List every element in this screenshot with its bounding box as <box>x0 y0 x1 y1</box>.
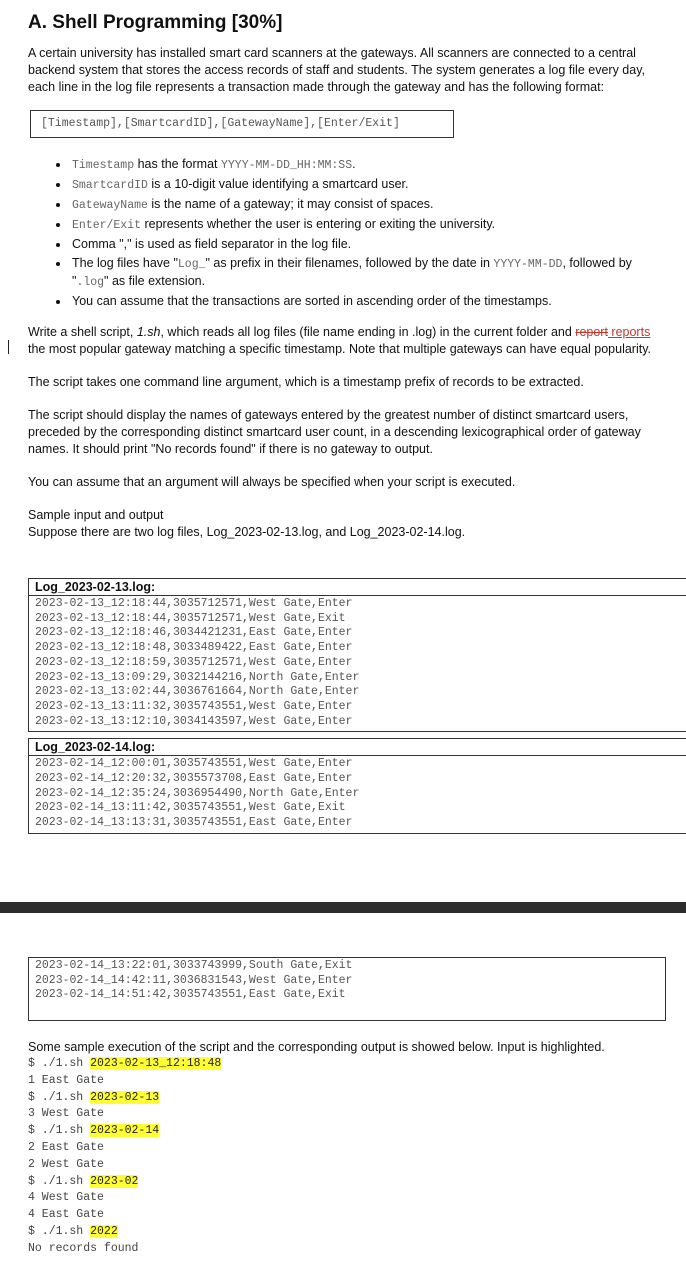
change-bar <box>8 340 9 354</box>
output-5: No records found <box>28 1241 139 1255</box>
format-bullet-list <box>28 156 666 310</box>
log-1-lines: 2023-02-13_12:18:44,3035712571,West Gate,Enter 2023-02-13_12:18:44,3035712571,West Gate,Exit 2023-02-13_12:18:46,3034421231,East Gate,Enter 2023-02-13_12:18:48,3033489422,East Gate,Enter 2023-02-13_12:18:59,3035712571,West Gate,Enter 2023-02-13_13:09:29,3032144216,North Gate,Enter 2023-02-13_13:02:44,3036761664,North Gate,Enter 2023-02-13_13:11:32,3035743551,West Gate,Enter 2023-02-13_13:12:10,3034143597,West Gate,Enter <box>29 596 686 732</box>
deleted-text: report <box>575 325 608 339</box>
output-4b: 4 East Gate <box>28 1208 104 1222</box>
log-1-title: Log_2023-02-13.log: <box>29 579 686 596</box>
page-divider <box>0 902 686 913</box>
input-1: 2023-02-13_12:18:48 <box>90 1057 222 1070</box>
task-paragraph: Write a shell script, 1.sh, which reads all log files (file name ending in .log) in the current folder and report reports the most popular gateway matching a specific timestamp. Note that multiple gateways can have equal popularity. <box>28 325 652 356</box>
assumption-paragraph: You can assume that an argument will always be specified when your script is executed. <box>28 475 516 489</box>
log-2-title: Log_2023-02-14.log: <box>29 739 686 756</box>
execution-transcript: $ ./1.sh 2023-02-13_12:18:48 1 East Gate $ ./1.sh 2023-02-13 3 West Gate $ ./1.sh 2023-02-14 2 East Gate 2 West Gate $ ./1.sh 2023-02 4 West Gate 4 East Gate $ ./1.sh 2022 No records found <box>28 1057 222 1255</box>
log-2-continuation: 2023-02-14_13:22:01,3033743999,South Gate,Exit 2023-02-14_14:42:11,3036831543,West Gate,Enter 2023-02-14_14:51:42,3035743551,East Gate,Exit <box>28 957 666 1021</box>
output-2: 3 West Gate <box>28 1107 104 1121</box>
input-4: 2023-02 <box>90 1174 139 1188</box>
format-box: [Timestamp],[SmartcardID],[GatewayName],[Enter/Exit] <box>30 110 454 138</box>
output-3a: 2 East Gate <box>28 1140 104 1154</box>
output-3b: 2 West Gate <box>28 1157 104 1171</box>
bullet-comma: • Comma "," is used as field separator in the log file. <box>70 236 666 253</box>
log-table-2 <box>28 738 686 834</box>
intro-paragraph: A certain university has installed smart card scanners at the gateways. All scanners are connected to a central backend system that stores the access records of staff and students. The system generates a log file every day, each line in the log file represents a transaction made through the gateway and has the following format: <box>28 46 645 94</box>
bullet-timestamp: • Timestamp has the format YYYY-MM-DD_HH:MM:SS. <box>70 156 666 174</box>
output-1: 1 East Gate <box>28 1073 104 1087</box>
input-5: 2022 <box>90 1224 118 1238</box>
argument-paragraph: The script takes one command line argument, which is a timestamp prefix of records to be extracted. <box>28 375 584 389</box>
log-table-1 <box>28 578 686 732</box>
bullet-sorted: • You can assume that the transactions are sorted in ascending order of the timestamps. <box>70 293 666 310</box>
sample-execution <box>28 1039 668 1258</box>
bullet-gatewayname: • GatewayName is the name of a gateway; it may consist of spaces. <box>70 196 666 214</box>
input-3: 2023-02-14 <box>90 1124 160 1138</box>
script-name: 1.sh <box>136 325 161 339</box>
output-4a: 4 West Gate <box>28 1191 104 1205</box>
display-paragraph: The script should display the names of gateways entered by the greatest number of distinct smartcard users, preceded by the corresponding distinct smartcard user count, in a descending lexicographical order of gateway names. It should print "No records found" if there is no gateway to output. <box>28 408 641 456</box>
sample-heading: Sample input and output <box>28 508 164 522</box>
log-2-lines: 2023-02-14_12:00:01,3035743551,West Gate,Enter 2023-02-14_12:20:32,3035573708,East Gate,Enter 2023-02-14_12:35:24,3036954490,North Gate,Enter 2023-02-14_13:11:42,3035743551,West Gate,Exit 2023-02-14_13:13:31,3035743551,East Gate,Enter <box>29 756 686 834</box>
bullet-filenames: • The log files have "Log_" as prefix in their filenames, followed by the date in YYYY-MM-DD, followed by ".log" as file extension. <box>70 255 666 291</box>
inserted-text: reports <box>607 325 651 339</box>
execution-intro: Some sample execution of the script and the corresponding output is showed below. Input is highlighted. <box>28 1040 605 1054</box>
bullet-enter-exit: • Enter/Exit represents whether the user is entering or exiting the university. <box>70 216 666 234</box>
log-tables <box>26 578 686 834</box>
bullet-smartcardid: • SmartcardID is a 10-digit value identifying a smartcard user. <box>70 176 666 194</box>
input-2: 2023-02-13 <box>90 1090 160 1104</box>
section-title: A. Shell Programming [30%] <box>28 12 283 33</box>
sample-description: Suppose there are two log files, Log_2023-02-13.log, and Log_2023-02-14.log. <box>28 525 466 539</box>
